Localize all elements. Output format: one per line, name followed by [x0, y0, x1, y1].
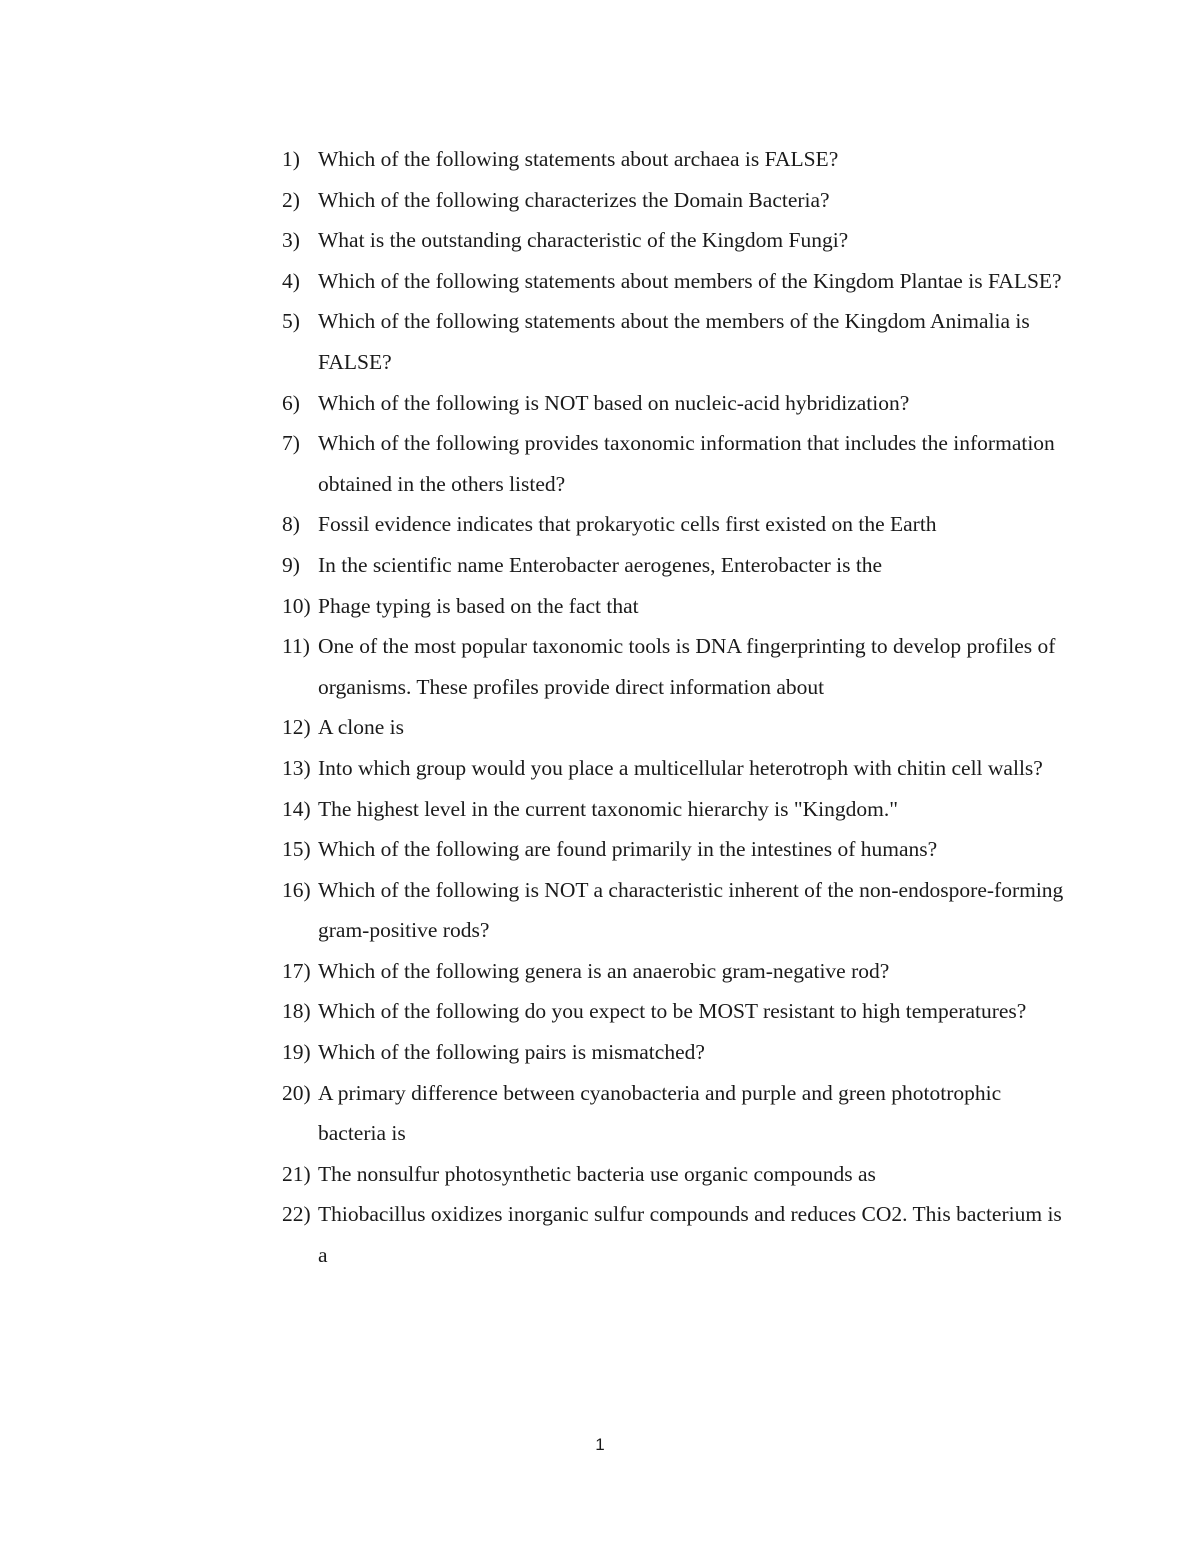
- question-text: Into which group would you place a multicellular heterotroph with chitin cell walls?: [318, 755, 1043, 780]
- question-item: [282, 1154, 1072, 1195]
- question-number: 8): [282, 512, 300, 537]
- page-number: 1: [595, 1435, 605, 1454]
- question-text: In the scientific name Enterobacter aerogenes, Enterobacter is the: [318, 552, 883, 577]
- question-number: 18): [282, 999, 311, 1024]
- question-item: [282, 1032, 1072, 1073]
- question-text: Which of the following statements about the members of the Kingdom Animalia is FALSE?: [318, 309, 1030, 374]
- question-item: [282, 261, 1072, 302]
- question-number: 21): [282, 1161, 311, 1186]
- question-text: Which of the following do you expect to be MOST resistant to high temperatures?: [318, 999, 1027, 1024]
- question-text: Which of the following statements about archaea is FALSE?: [318, 147, 839, 171]
- question-text: Fossil evidence indicates that prokaryotic cells first existed on the Earth: [318, 512, 937, 537]
- question-number: 16): [282, 877, 311, 902]
- question-text: A primary difference between cyanobacteria and purple and green phototrophic bacteria is: [318, 1080, 1002, 1146]
- question-number: 22): [282, 1202, 311, 1227]
- question-item: [282, 626, 1072, 707]
- question-number: 1): [282, 147, 300, 171]
- question-item: [282, 748, 1072, 789]
- question-text: The highest level in the current taxonomic hierarchy is "Kingdom.": [318, 796, 898, 821]
- question-item: [282, 545, 1072, 586]
- question-text: Phage typing is based on the fact that: [318, 593, 639, 618]
- question-text: Which of the following are found primarily in the intestines of humans?: [318, 837, 938, 862]
- question-number: 20): [282, 1080, 311, 1105]
- question-text: Which of the following characterizes the Domain Bacteria?: [318, 187, 830, 212]
- question-list: [282, 139, 1072, 1276]
- question-text: What is the outstanding characteristic of the Kingdom Fungi?: [318, 228, 849, 253]
- question-number: 17): [282, 958, 311, 983]
- question-item: [282, 180, 1072, 221]
- question-number: 15): [282, 837, 311, 862]
- question-item: [282, 1073, 1072, 1154]
- question-text: Which of the following is NOT based on nucleic-acid hybridization?: [318, 390, 910, 415]
- question-number: 11): [282, 634, 310, 659]
- question-item: [282, 586, 1072, 627]
- question-item: [282, 951, 1072, 992]
- question-text: Which of the following pairs is mismatched?: [318, 1040, 705, 1065]
- question-text: A clone is: [318, 715, 404, 740]
- question-text: One of the most popular taxonomic tools is DNA fingerprinting to develop profiles of organisms. These profiles provide direct information about: [318, 634, 1056, 699]
- question-item: [282, 220, 1072, 261]
- question-text: Which of the following provides taxonomic information that includes the information obtained in the others listed?: [318, 431, 1055, 496]
- question-number: 14): [282, 796, 311, 821]
- question-number: 6): [282, 390, 300, 415]
- question-number: 19): [282, 1040, 311, 1065]
- question-number: 4): [282, 268, 300, 293]
- question-text: Which of the following is NOT a characteristic inherent of the non-endospore-forming gram-positive rods?: [318, 877, 1064, 943]
- question-item: [282, 1194, 1072, 1275]
- question-number: 2): [282, 187, 300, 212]
- question-item: [282, 423, 1072, 504]
- question-item: [282, 707, 1072, 748]
- question-item: [282, 789, 1072, 830]
- question-text: Which of the following genera is an anaerobic gram-negative rod?: [318, 958, 890, 983]
- question-item: [282, 991, 1072, 1032]
- question-number: 7): [282, 431, 300, 456]
- question-item: [282, 829, 1072, 870]
- question-number: 13): [282, 755, 311, 780]
- question-number: 5): [282, 309, 300, 334]
- question-item: [282, 870, 1072, 951]
- question-item: [282, 383, 1072, 424]
- question-text: The nonsulfur photosynthetic bacteria use organic compounds as: [318, 1161, 876, 1186]
- question-number: 12): [282, 715, 311, 740]
- question-item: [282, 139, 1072, 180]
- question-item: [282, 504, 1072, 545]
- question-number: 3): [282, 228, 300, 253]
- question-text: Which of the following statements about members of the Kingdom Plantae is FALSE?: [318, 268, 1062, 293]
- question-item: [282, 301, 1072, 382]
- question-text: Thiobacillus oxidizes inorganic sulfur compounds and reduces CO2. This bacterium is a: [318, 1202, 1062, 1268]
- question-number: 9): [282, 552, 300, 577]
- question-number: 10): [282, 593, 311, 618]
